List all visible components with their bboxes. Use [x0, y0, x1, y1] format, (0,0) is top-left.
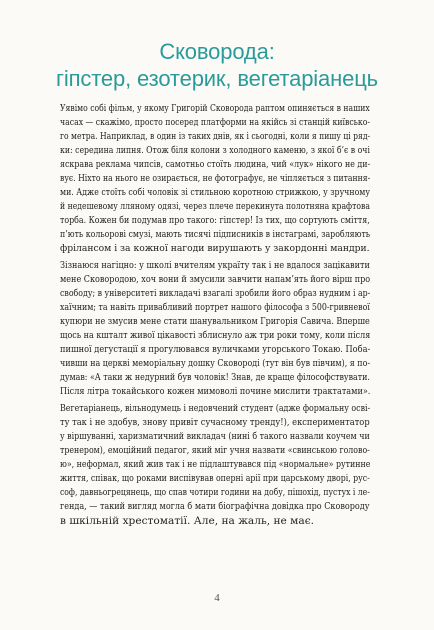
chapter-title-line-1: Сковорода: [159, 39, 275, 64]
paragraph-3-line-6: життя, співак, що роками виспівував оперні арії при царському дворі, рус- [60, 474, 370, 484]
chapter-title [48, 38, 386, 92]
paragraph-3-line-1: Вегетаріанець, вільнодумець і недовчений студент (адже формальну осві- [60, 404, 371, 414]
paragraph-1-line-9: торба. Кожен би подумав про такого: гіпстер! Із тих, що сортують сміття, [60, 216, 370, 226]
paragraph-3-line-7: соф, давньогрецянець, що спав чотири години на добу, пішохід, пустух і ле- [60, 488, 370, 498]
paragraph-1-line-10: п’ють кольорові смузі, мають тисячі підписників в інстаграмі, заробляють [60, 230, 371, 240]
paragraph-1-line-6: вує. Ніхто на нього не озирається, не фотографує, не чіпляється з питання- [60, 174, 371, 184]
paragraph-3-line-2: ту так і не здобув, знову привіт сучасному тренду!), експериментатор [60, 418, 370, 428]
body-text [0, 102, 434, 602]
paragraph-3-line-3: у віршуванні, харизматичний викладач (нині б такого назвали коучем чи [60, 432, 370, 442]
paragraph-1-line-8: й недешевому лляному одязі, через плече перекинута полотняна крафтова [60, 202, 370, 212]
paragraph-2-line-5: купюри не змусив мене стати шанувальником Григорія Савича. Вперше [60, 317, 370, 327]
page-number: 4 [214, 592, 220, 604]
paragraph-1-line-4: ки: середина липня. Отож біля колони з холодного каменю, з якої б’є в очі [60, 146, 370, 156]
paragraph-3-line-8: гендa, — такий вигляд могла б мати біографічна довідка про Сковороду [60, 502, 370, 512]
paragraph-1-line-5: яскрава реклама чипсів, самотньо стоїть людина, чий «лук» нікого не ди- [60, 160, 371, 170]
paragraph-1-line-7: ми. Адже стоїть собі чоловік зі стильною коротною стрижкою, у зручному [60, 188, 370, 198]
paragraph-2-line-6: щось на кшталт живої цікавості зблиснуло аж три роки тому, коли після [60, 331, 371, 341]
paragraph-1-line-11: фрілансом і за кожної нагоди вирушають у закордонні мандри. [60, 243, 370, 254]
paragraph-2-line-1: Зізнаюся нагіцно: у школі вчителям україту так і не вдалося зацікавити [60, 261, 370, 271]
paragraph-2-line-3: свободу; в університеті викладачі взагалі зробили його образ нудним і ар- [60, 289, 371, 299]
paragraph-3-line-5: ю», неформал, який жив так і не підлаштувався під «нормальне» рутинне [60, 460, 371, 470]
chapter-title-line-2: гіпстер, езотерик, вегетаріанець [56, 66, 378, 91]
paragraph-2-line-9: думав: «А таки ж недурний був чоловік! Знав, де краще філософствувати. [60, 373, 370, 383]
paragraph-3-line-4: тренером), емоційний педагог, який міг учня назвати «свинською голово- [60, 446, 370, 456]
paragraph-2-line-2: мене Сковородою, хоч вони й змусили завчити напам’ять його вірш про [60, 275, 371, 285]
paragraph-1-line-1: Уявімо собі фільм, у якому Григорій Сковорода раптом опиняється в наших [60, 104, 370, 114]
paragraph-3-line-9: в шкільній хрестоматії. Але, на жаль, не має. [60, 515, 315, 527]
paragraph-1-line-3: го метра. Наприклад, в один із таких днів, як і сьогодні, коли я пишу ці ряд- [60, 132, 371, 142]
paragraph-2-line-4: хаїчним; та навіть привабливий портрет нашого філософа з 500-гривневої [60, 303, 370, 313]
paragraph-2-line-10: Після літра токайського кожен мимоволі почине мислити трактатами». [60, 387, 371, 397]
paragraph-2-line-7: пишної дегустації я прогулювався вуличками угорського Токаю. Поба- [60, 345, 371, 355]
paragraph-1-line-2: часах — скажімо, просто посеред платформи на якійсь зі станцій київсько- [60, 118, 371, 128]
paragraph-2-line-8: чивши на церкві меморіальну дошку Сковороді (тут він був півчим), я по- [60, 359, 371, 369]
